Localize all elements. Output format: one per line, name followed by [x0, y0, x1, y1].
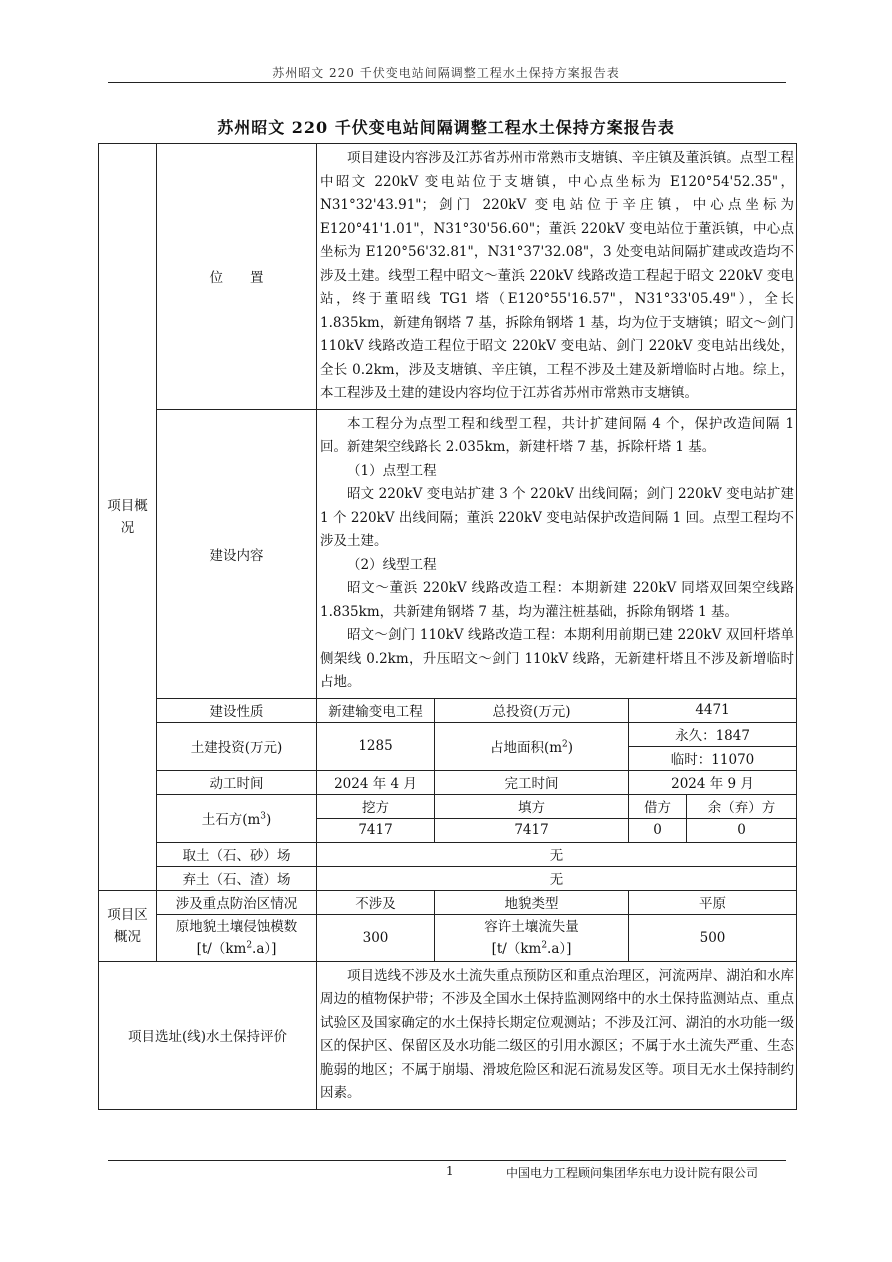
footer-organization: 中国电力工程顾问集团华东电力设计院有限公司	[506, 1166, 759, 1180]
row-earthwork-header	[99, 794, 797, 818]
spoil-label: 弃土（石、渣）场	[157, 866, 317, 890]
row-content	[99, 409, 797, 698]
earthwork-value-fill: 7417	[435, 818, 629, 842]
invest-value: 4471	[629, 698, 797, 722]
erosion-value: 300	[317, 914, 435, 961]
start-value: 2024 年 4 月	[317, 770, 435, 794]
content-label: 建设内容	[157, 409, 317, 698]
row-evaluation	[99, 961, 797, 1109]
earthwork-value-borrow: 0	[629, 818, 687, 842]
location-text: 项目建设内容涉及江苏省苏州市常熟市支塘镇、辛庄镇及董浜镇。点型工程中昭文 220kV 变电站位于支塘镇，中心点坐标为 E120°54'52.35"，N31°32'43.91"；剑门 220kV 变电站位于辛庄镇，中心点坐标为 E120°41'1.01"，N31°30'56.60"；董浜 220kV 变电站位于董浜镇，中心点坐标为 E120°56'32.81"，N31°37'32.08"，3 处变电站间隔扩建或改造均不涉及土建。线型工程中昭文～董浜 220kV 线路改造工程起于昭文 220kV 变电站，终于董昭线 TG1 塔（E120°55'16.57"，N31°33'05.49"），全长 1.835km，新建角钢塔 7 基，拆除角钢塔 1 基，均为位于支塘镇；昭文～剑门 110kV 线路改造工程位于昭文 220kV 变电站、剑门 220kV 变电站出线处，全长 0.2km，涉及支塘镇、辛庄镇，工程不涉及土建及新增临时占地。综上，本工程涉及土建的建设内容均位于江苏省苏州市常熟市支塘镇。	[317, 144, 797, 410]
civil-label: 土建投资(万元)	[157, 722, 317, 770]
borrow-label: 取土（石、砂）场	[157, 842, 317, 866]
page-number: 1	[446, 1164, 454, 1178]
erosion-label: 原地貌土壤侵蚀模数 $[t/(km^2.a)]$	[157, 914, 317, 961]
end-value: 2024 年 9 月	[629, 770, 797, 794]
earthwork-value-cut: 7417	[317, 818, 435, 842]
earthwork-value-spoil: 0	[687, 818, 797, 842]
spoil-value: 无	[317, 866, 797, 890]
area-group-label: 项目区概况	[99, 890, 157, 961]
row-spoil	[99, 866, 797, 890]
evaluation-label: 项目选址(线)水土保持评价	[99, 961, 317, 1109]
end-label: 完工时间	[435, 770, 629, 794]
nature-label: 建设性质	[157, 698, 317, 722]
row-nature	[99, 698, 797, 722]
overview-group-label: 项目概况	[99, 144, 157, 891]
area-label: 占地面积$(m^2)$	[435, 722, 629, 770]
document-title: 苏州昭文 220 千伏变电站间隔调整工程水土保持方案报告表	[217, 118, 675, 137]
earthwork-header-cut: 挖方	[317, 794, 435, 818]
row-location	[99, 144, 797, 410]
header-divider	[108, 82, 786, 83]
area-temporary: 临时：11070	[629, 746, 797, 770]
zone-label: 涉及重点防治区情况	[157, 890, 317, 914]
page-header: 苏州昭文 220 千伏变电站间隔调整工程水土保持方案报告表	[272, 66, 620, 80]
nature-value: 新建输变电工程	[317, 698, 435, 722]
row-borrow	[99, 842, 797, 866]
location-label: 位 置	[157, 144, 317, 410]
earthwork-header-spoil: 余（弃）方	[687, 794, 797, 818]
row-civil-1	[99, 722, 797, 746]
allow-value: 500	[629, 914, 797, 961]
row-time	[99, 770, 797, 794]
area-permanent: 永久：1847	[629, 722, 797, 746]
content-text: 本工程分为点型工程和线型工程，共计扩建间隔 4 个，保护改造间隔 1 回。新建架空线路长 2.035km，新建杆塔 7 基，拆除杆塔 1 基。 （1）点型工程 昭文 220kV 变电站扩建 3 个 220kV 出线间隔；剑门 220kV 变电站扩建 1 个 220kV 出线间隔；董浜 220kV 变电站保护改造间隔 1 回。点型工程均不涉及土建。 （2）线型工程 昭文～董浜 220kV 线路改造工程：本期新建 220kV 同塔双回架空线路 1.835km，共新建角钢塔 7 基，均为灌注桩基础，拆除角钢塔 1 基。 昭文～剑门 110kV 线路改造工程：本期利用前期已建 220kV 双回杆塔单侧架线 0.2km，升压昭文～剑门 110kV 线路，无新建杆塔且不涉及新增临时占地。	[317, 409, 797, 698]
allow-label: 容许土壤流失量 $[t/(km^2.a)]$	[435, 914, 629, 961]
landform-value: 平原	[629, 890, 797, 914]
landform-label: 地貌类型	[435, 890, 629, 914]
report-table	[98, 143, 797, 1110]
earthwork-header-borrow: 借方	[629, 794, 687, 818]
row-erosion	[99, 914, 797, 961]
evaluation-text: 项目选线不涉及水土流失重点预防区和重点治理区，河流两岸、湖泊和水库周边的植物保护带；不涉及全国水土保持监测网络中的水土保持监测站点、重点试验区及国家确定的水土保持长期定位观测站；不涉及江河、湖泊的水功能一级区的保护区、保留区及水功能二级区的引用水源区；不属于水土流失严重、生态脆弱的地区；不属于崩塌、滑坡危险区和泥石流易发区等。项目无水土保持制约因素。	[317, 961, 797, 1109]
footer-divider	[108, 1160, 786, 1161]
invest-label: 总投资(万元)	[435, 698, 629, 722]
earthwork-label: 土石方$(m^3)$	[157, 794, 317, 842]
zone-value: 不涉及	[317, 890, 435, 914]
earthwork-header-fill: 填方	[435, 794, 629, 818]
civil-value: 1285	[317, 722, 435, 770]
borrow-value: 无	[317, 842, 797, 866]
start-label: 动工时间	[157, 770, 317, 794]
row-zone	[99, 890, 797, 914]
